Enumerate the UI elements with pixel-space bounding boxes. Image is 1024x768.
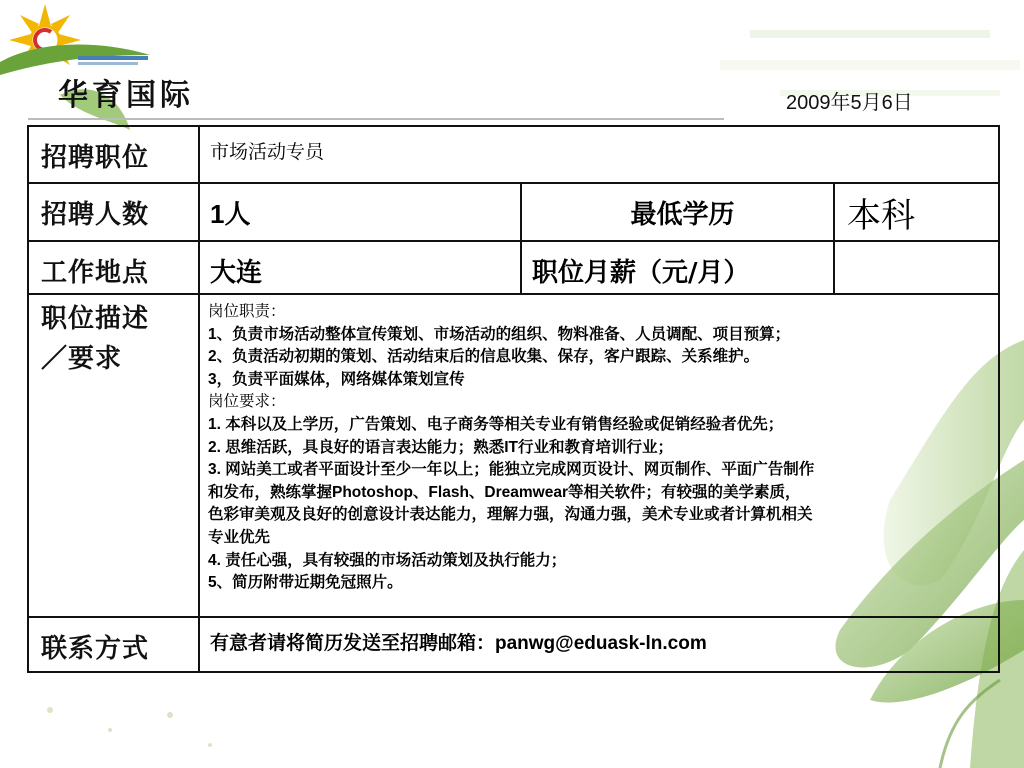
row-contact <box>28 617 999 672</box>
header-divider <box>28 118 724 120</box>
position-value: 市场活动专员 <box>199 126 999 183</box>
desc-line: 3，负责平面媒体，网络媒体策划宣传 <box>208 370 465 388</box>
contact-label: 联系方式 <box>28 617 199 672</box>
row-description <box>28 294 999 617</box>
brand-name: 华育国际 <box>58 78 194 113</box>
desc-line: 岗位职责： <box>208 303 286 320</box>
education-value: 本科 <box>834 183 999 241</box>
position-label: 招聘职位 <box>28 126 199 183</box>
contact-value: 有意者请将简历发送至招聘邮箱：panwg@eduask-ln.com <box>199 617 999 672</box>
row-position <box>28 126 999 183</box>
desc-line: 1. 本科以及上学历，广告策划、电子商务等相关专业有销售经验或促销经验者优先； <box>208 415 784 433</box>
desc-line: 色彩审美观及良好的创意设计表达能力，理解力强，沟通力强，美术专业或者计算机相关 <box>208 506 813 524</box>
desc-line: 2. 思维活跃，具良好的语言表达能力；熟悉IT行业和教育培训行业； <box>208 438 674 456</box>
education-label: 最低学历 <box>521 183 834 241</box>
headcount-value: 1人 <box>199 183 521 241</box>
location-label: 工作地点 <box>28 241 199 294</box>
decorative-bottom-dots <box>20 690 240 768</box>
desc-line: 专业优先 <box>208 528 271 546</box>
desc-line: 和发布，熟练掌握Photoshop、Flash、Dreamwear等相关软件；有较强的美学素质， <box>208 483 801 501</box>
job-posting-table <box>27 125 1000 673</box>
desc-line: 1、负责市场活动整体宣传策划、市场活动的组织、物料准备、人员调配、项目预算； <box>208 325 791 343</box>
salary-label: 职位月薪（元/月） <box>521 241 834 294</box>
description-label <box>28 294 199 617</box>
desc-line: 5、简历附带近期免冠照片。 <box>208 574 403 592</box>
row-headcount <box>28 183 999 241</box>
desc-line: 3. 网站美工或者平面设计至少一年以上；能独立完成网页设计、网页制作、平面广告制作 <box>208 461 815 479</box>
location-value: 大连 <box>199 241 521 294</box>
description-value <box>199 294 999 617</box>
description-label-line1: 职位描述 <box>41 304 150 334</box>
salary-value <box>834 241 999 294</box>
desc-line: 4. 责任心强，具有较强的市场活动策划及执行能力； <box>208 551 567 569</box>
page-date: 2009年5月6日 <box>786 92 913 114</box>
row-location <box>28 241 999 294</box>
description-label-line2: ／要求 <box>41 344 123 374</box>
desc-line: 岗位要求： <box>208 393 286 411</box>
desc-line: 2、负责活动初期的策划、活动结束后的信息收集、保存，客户跟踪、关系维护。 <box>208 348 760 366</box>
headcount-label: 招聘人数 <box>28 183 199 241</box>
